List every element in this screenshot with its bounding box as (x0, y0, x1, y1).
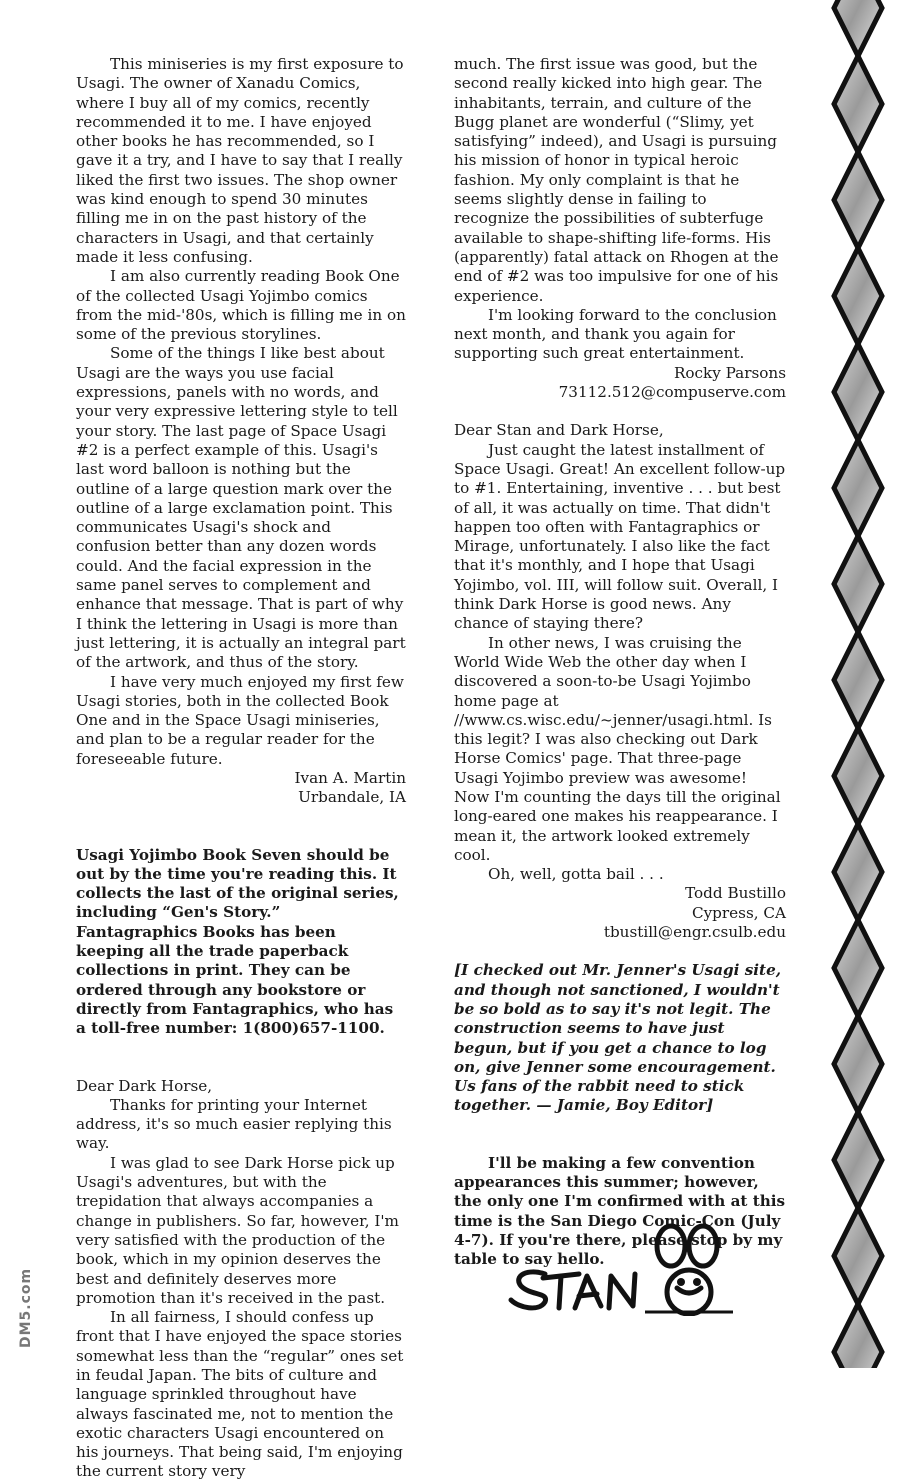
letter1-signature-name: Ivan A. Martin (294, 768, 406, 787)
letter3-paragraph-1: Thanks for printing your Internet address, it's so much easier replying this way. (76, 1095, 392, 1153)
watermark-text: DM5.com (18, 1267, 34, 1348)
letter3-salutation: Dear Dark Horse, (76, 1076, 213, 1095)
border-diamond (834, 824, 882, 920)
letter4-paragraph-2: In other news, I was cruising the World Wide Web the other day when I discovered a soon-to-be Usagi Yojimbo home page at //www.cs.wisc.edu/~jenner/usagi.html. Is this legit? I was also checking out Dark Horse Comics' page. That three-page Usagi Yojimbo preview was awesome! Now I'm counting the days till the original long-eared one makes his reappearance. I mean it, the artwork looked extremely cool. (454, 633, 781, 864)
letter3-signature-name: Rocky Parsons (673, 363, 786, 382)
letter4-salutation: Dear Stan and Dark Horse, (454, 421, 664, 440)
border-diamond (834, 1112, 882, 1208)
letter3-continued-paragraph-1: much. The first issue was good, but the second really kicked into high gear. The inhabitants, terrain, and culture of the Bugg planet are wonderful (“Slimy, yet satisfying” indeed), and Usagi is pursuing his mission of honor in typical heroic fashion. My only complaint is that he seems slightly dense in failing to recognize the possibilities of subterfuge available to shape-shifting life-forms. His (apparently) fatal attack on Rhogen at the end of #2 was too impulsive for one of his experience. (454, 55, 779, 305)
editor-reply: [I checked out Mr. Jenner's Usagi site, and though not sanctioned, I wouldn't be so bold as to say it's not legit. The construction seems to have just begun, but if you get a chance to log on, give Jenner some encouragement. Us fans of the rabbit need to stick together. — Jamie, Boy Editor] (454, 961, 782, 1115)
letter4-signature-place: Cypress, CA (691, 903, 786, 922)
letter4-signature-name: Todd Bustillo (685, 884, 786, 903)
border-diamond (834, 728, 882, 824)
letter3-signature-email: 73112.512@compuserve.com (558, 383, 786, 402)
border-diamond (834, 536, 882, 632)
book-seven-announcement: Usagi Yojimbo Book Seven should be out by the time you're reading this. It collects the last of the original series, including “Gen's Story.” Fantagraphics Books has been keeping all the trade paperback collections in print. They can be ordered through any bookstore or directly from Fantagraphics, who has a toll-free number: 1(800)657-1100. (76, 845, 399, 1038)
letter4-signature-email: tbustill@engr.csulb.edu (603, 923, 786, 942)
border-diamond (834, 920, 882, 1016)
letter1-paragraph-2: I am also currently reading Book One of the collected Usagi Yojimbo comics from the mid-'80s, which is filling me in on some of the previous storylines. (76, 267, 406, 344)
convention-note: I'll be making a few convention appearances this summer; however, the only one I'm confirmed with at this time is the San Diego Comic-Con (July 4-7). If you're there, please stop by my table to say hello. (454, 1153, 786, 1269)
watermark-logo (6, 1250, 36, 1355)
border-diamond (834, 632, 882, 728)
letter1-signature-place: Urbandale, IA (298, 788, 406, 807)
letter1-paragraph-4: I have very much enjoyed my first few Usagi stories, both in the collected Book One and in the Space Usagi miniseries, and plan to be a regular reader for the foreseeable future. (76, 672, 404, 768)
letter1-paragraph-3: Some of the things I like best about Usagi are the ways you use facial expressions, panels with no words, and your very expressive lettering style to tell your story. The last page of Space Usagi #2 is a perfect example of this. Usagi's last word balloon is nothing but the outline of a large question mark over the outline of a large exclamation point. This communicates Usagi's shock and confusion better than any dozen words could. And the facial expression in the same panel serves to complement and enhance that message. That is part of why I think the lettering in Usagi is more than just lettering, it is actually an integral part of the artwork, and thus of the story. (76, 344, 406, 672)
right-column (454, 55, 786, 1270)
letter3-paragraph-3: In all fairness, I should confess up front that I have enjoyed the space stories somewhat less than the “regular” ones set in feudal Japan. The bits of culture and language sprinkled throughout have always fascinated me, not to mention the exotic characters Usagi encountered on his journeys. That being said, I'm enjoying the current story very (76, 1308, 404, 1481)
border-diamond (834, 56, 882, 152)
border-diamond (834, 1016, 882, 1112)
border-diamond (834, 440, 882, 536)
border-diamond (834, 248, 882, 344)
letter4-paragraph-1: Just caught the latest installment of Space Usagi. Great! An excellent follow-up to #1. Entertaining, inventive . . . but best of all, it was actually on time. That didn't happen too often with Fantagraphics or Mirage, unfortunately. I also like the fact that it's monthly, and I hope that Usagi Yojimbo, vol. III, will follow suit. Overall, I think Dark Horse is good news. Any chance of staying there? (454, 440, 786, 633)
border-diamond (834, 1304, 882, 1368)
border-diamond (834, 0, 882, 56)
letter1-paragraph-1: This miniseries is my first exposure to Usagi. The owner of Xanadu Comics, where I buy all of my comics, recently recommended it to me. I have enjoyed other books he has recommended, so I gave it a try, and I have to say that I really liked the first two issues. The shop owner was kind enough to spend 30 minutes filling me in on the past history of the characters in Usagi, and that certainly made it less confusing. (76, 55, 404, 266)
letter3-paragraph-2: I was glad to see Dark Horse pick up Usagi's adventures, but with the trepidation that always accompanies a change in publishers. So far, however, I'm very satisfied with the production of the book, which in my opinion deserves the best and definitely deserves more promotion than it's received in the past. (76, 1153, 399, 1307)
border-diamond (834, 1208, 882, 1304)
diamond-border-decoration (816, 0, 900, 1368)
stan-signature-drawing (505, 1216, 735, 1316)
letter3-continued-paragraph-2: I'm looking forward to the conclusion next month, and thank you again for supporting such great entertainment. (454, 305, 777, 363)
left-column (76, 55, 406, 1482)
border-diamond (834, 152, 882, 248)
border-diamond (834, 344, 882, 440)
letter4-paragraph-3: Oh, well, gotta bail . . . (488, 865, 664, 884)
